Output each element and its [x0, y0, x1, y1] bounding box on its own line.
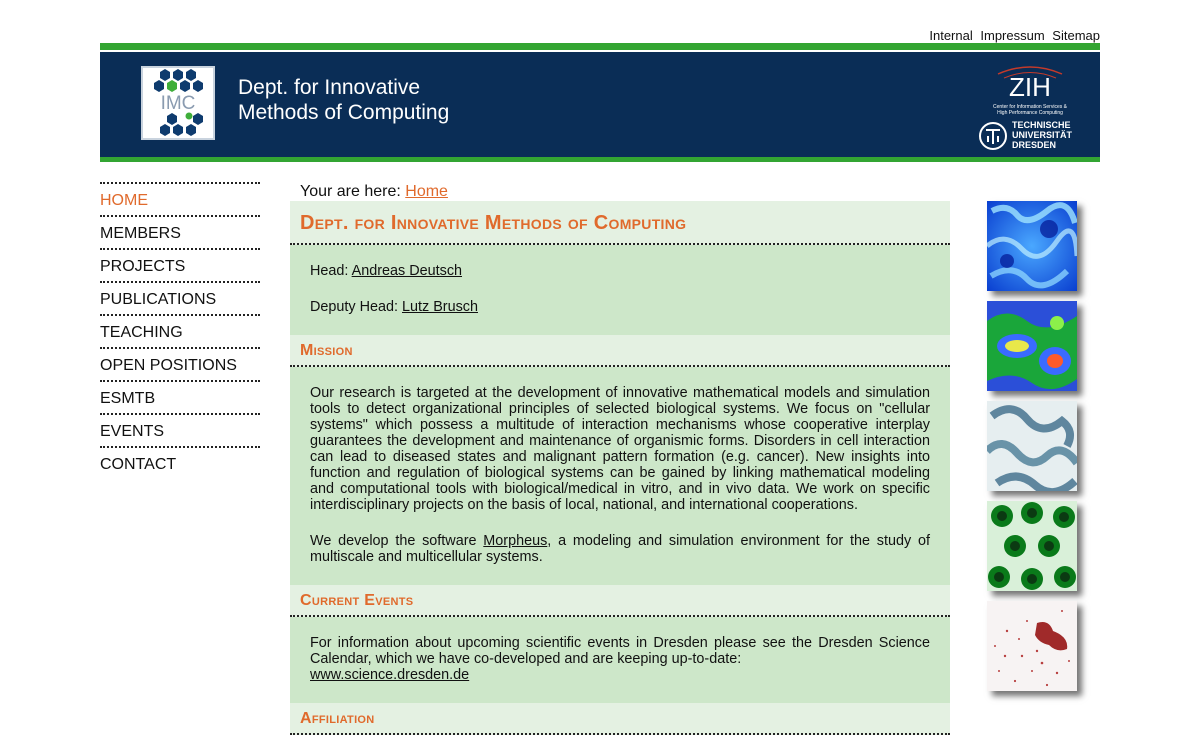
top-links [925, 28, 1100, 43]
page-title: Dept. for Innovative Methods of Computing [290, 201, 950, 245]
head-label: Head: [310, 263, 349, 279]
morpheus-link[interactable]: Morpheus [483, 533, 548, 549]
leadership-section [290, 245, 950, 335]
imc-logo-text: IMC [160, 93, 196, 114]
nav-item-esmtb[interactable]: ESMTB [100, 380, 260, 413]
labyrinth-pattern-image[interactable] [987, 401, 1077, 491]
breadcrumb [300, 183, 448, 201]
header-bottom-bar [100, 157, 1100, 162]
sitemap-link[interactable]: Sitemap [1052, 28, 1100, 43]
site-header [100, 52, 1100, 157]
breadcrumb-home-link[interactable]: Home [405, 183, 448, 200]
nav-item-publications[interactable]: PUBLICATIONS [100, 281, 260, 314]
department-title-line2: Methods of Computing [238, 101, 450, 124]
nav-item-contact[interactable]: CONTACT [100, 446, 260, 479]
software-text-prefix: We develop the software [310, 533, 477, 549]
zih-logo-icon [978, 58, 1082, 154]
impressum-link[interactable]: Impressum [980, 28, 1045, 43]
tu-logo-line1: TECHNISCHE [1012, 120, 1071, 130]
sidebar-nav [100, 182, 260, 479]
zih-logo-text: ZIH [1009, 72, 1051, 102]
tu-logo-line3: DRESDEN [1012, 140, 1057, 150]
department-title [238, 75, 449, 125]
nav-item-members[interactable]: MEMBERS [100, 215, 260, 248]
main-content [290, 201, 950, 735]
internal-link[interactable]: Internal [929, 28, 973, 43]
mission-heading: Mission [290, 335, 950, 367]
nav-item-teaching[interactable]: TEACHING [100, 314, 260, 347]
deputy-head-label: Deputy Head: [310, 299, 398, 315]
rainbow-pattern-image[interactable] [987, 301, 1077, 391]
science-dresden-link[interactable]: www.science.dresden.de [310, 667, 470, 683]
blue-turbulence-pattern-image[interactable] [987, 201, 1077, 291]
nav-item-events[interactable]: EVENTS [100, 413, 260, 446]
header-top-bar [100, 43, 1100, 50]
pattern-thumbnails [987, 201, 1077, 701]
zih-subtitle-line2: High Performance Computing [997, 110, 1063, 116]
head-name-link[interactable]: Andreas Deutsch [351, 263, 463, 279]
mission-text: Our research is targeted at the development of innovative mathematical models and simulation tools to detect organizational principles of selected biological systems. We focus on "cellular systems" which possess a multitude of interaction mechanisms whose cooperative interplay guarantees the development and maintenance of organismic forms. Disorders in cell interaction can lead to diseased states and malignant pattern formation (e.g. cancer). New insights into function and regulation of biological systems can be gained by linking mathematical modeling and computational tools with biological/medical in vitro, and in vivo data. We work on specific interdisciplinary projects on the basis of local, national, and international cooperations. [310, 385, 930, 513]
department-title-line1: Dept. for Innovative [238, 76, 421, 99]
tu-logo-line2: UNIVERSITÄT [1012, 130, 1073, 140]
nav-item-open-positions[interactable]: OPEN POSITIONS [100, 347, 260, 380]
imc-hexagon-icon [143, 68, 213, 138]
nav-item-projects[interactable]: PROJECTS [100, 248, 260, 281]
red-cell-cluster-image[interactable] [987, 601, 1077, 691]
imc-logo[interactable] [141, 66, 215, 140]
green-spots-pattern-image[interactable] [987, 501, 1077, 591]
breadcrumb-prefix: Your are here: [300, 183, 401, 200]
deputy-head-name-link[interactable]: Lutz Brusch [402, 299, 478, 315]
zih-tu-logo[interactable] [978, 58, 1082, 154]
current-events-heading: Current Events [290, 585, 950, 617]
affiliation-heading: Affiliation [290, 703, 950, 735]
mission-section [290, 367, 950, 585]
zih-subtitle-line1: Center for Information Services & [993, 104, 1067, 110]
current-events-section [290, 617, 950, 703]
events-text: For information about upcoming scientific events in Dresden please see the Dresden Science Calendar, which we have co-developed and are keeping up-to-date: [310, 635, 930, 667]
software-text-suffix: , a modeling and simulation environment for the study of multiscale and multicellular systems. [310, 533, 930, 565]
nav-item-home[interactable]: HOME [100, 182, 260, 215]
